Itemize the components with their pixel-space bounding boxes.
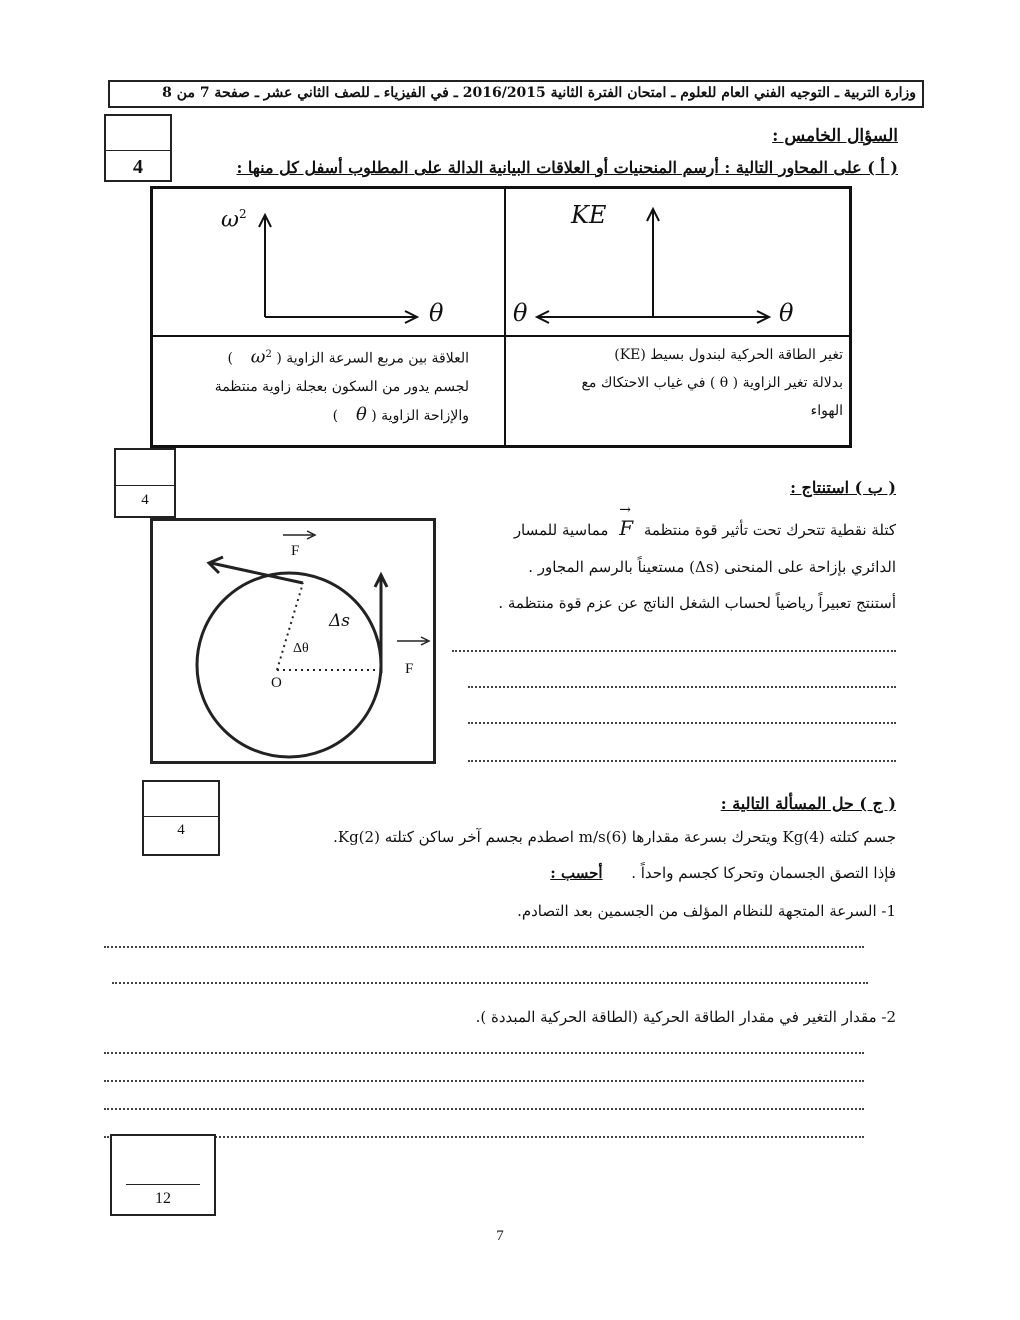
part-c-item-1: 1- السرعة المتجهة للنظام المؤلف من الجسمين بعد التصادم. bbox=[517, 902, 896, 920]
part-a-label: ( أ ) على المحاور التالية : أرسم المنحنيات أو العلاقات البيانية الدالة على المطلوب أسفل كل منها : bbox=[236, 158, 898, 177]
part-b-label: ( ب ) استنتاج : bbox=[790, 478, 896, 497]
answer-line bbox=[104, 1052, 864, 1054]
theta-axis-label-left-graph: θ bbox=[429, 299, 444, 327]
part-b-line-2: الدائري بإزاحة على المنحنى (Δs) مستعيناً بالرسم المجاور . bbox=[528, 558, 896, 576]
answer-line bbox=[468, 722, 896, 724]
score-part-b: 4 bbox=[141, 492, 149, 508]
theta-axis-label-left: θ bbox=[513, 299, 528, 327]
answer-line bbox=[468, 760, 896, 762]
answer-line bbox=[104, 1136, 864, 1138]
question-title: السؤال الخامس : bbox=[772, 126, 898, 146]
force-label-right: F bbox=[405, 661, 414, 677]
force-label-top: F bbox=[291, 543, 300, 559]
answer-line bbox=[104, 1108, 864, 1110]
part-b-line-3: أستنتج تعبيراً رياضياً لحساب الشغل الناتج عن عزم قوة منتظمة . bbox=[498, 594, 896, 612]
part-b-line-1: كتلة نقطية تتحرك تحت تأثير قوة منتظمة → F مماسية للمسار bbox=[513, 502, 896, 540]
total-score: 12 bbox=[155, 1190, 171, 1207]
part-c-problem: جسم كتلته (4)Kg ويتحرك بسرعة مقدارها (6)m/s اصطدم بجسم آخر ساكن كتلته (2)Kg. bbox=[333, 828, 896, 846]
answer-line bbox=[112, 982, 868, 984]
graphs-table bbox=[150, 186, 852, 448]
score-box-part-a bbox=[104, 114, 172, 182]
origin-label: O bbox=[271, 675, 282, 691]
header-text: وزارة التربية ـ التوجيه الفني العام للعلوم ـ امتحان الفترة الثانية 2016/2015 ـ في الفيزياء ـ للصف الثاني عشر ـ صفحة 7 من 8 bbox=[162, 85, 916, 101]
page-number: 7 bbox=[496, 1228, 504, 1244]
answer-line bbox=[104, 946, 864, 948]
total-score-box bbox=[110, 1134, 216, 1216]
part-c-label: ( ج ) حل المسألة التالية : bbox=[720, 794, 896, 813]
ke-axis-label: KE bbox=[571, 201, 607, 229]
score-part-c: 4 bbox=[177, 822, 185, 838]
theta-axis-label-right: θ bbox=[779, 299, 794, 327]
score-part-a: 4 bbox=[133, 156, 143, 178]
part-c-item-2: 2- مقدار التغير في مقدار الطاقة الحركية (الطاقة الحركية المبددة ). bbox=[475, 1008, 896, 1026]
exam-header bbox=[108, 80, 924, 108]
answer-line bbox=[104, 1080, 864, 1082]
answer-line bbox=[468, 686, 896, 688]
angle-label: Δθ bbox=[293, 641, 309, 656]
score-box-part-c bbox=[142, 780, 220, 856]
caption-omega-graph: العلاقة بين مربع السرعة الزاوية ( $\omega^2$ ) لجسم يدور من السكون بعجلة زاوية منتظمة والإزاحة الزاوية ( θ ) bbox=[214, 346, 469, 425]
graph-omega-squared-axes bbox=[153, 189, 503, 335]
answer-line bbox=[452, 650, 896, 652]
arc-length-label: Δs bbox=[329, 611, 351, 631]
caption-ke-graph: تغير الطاقة الحركية لبندول بسيط (KE) بدلالة تغير الزاوية ( θ ) في غياب الاحتكاك مع الهواء bbox=[581, 347, 843, 419]
score-box-part-b bbox=[114, 448, 176, 518]
graph-kinetic-energy-axes bbox=[505, 189, 849, 335]
omega-axis-label: $\omega^2$ bbox=[221, 207, 247, 233]
part-c-line-2: فإذا التصق الجسمان وتحركا كجسم واحداً . أحسب : bbox=[550, 864, 896, 882]
circular-motion-diagram bbox=[150, 518, 436, 764]
